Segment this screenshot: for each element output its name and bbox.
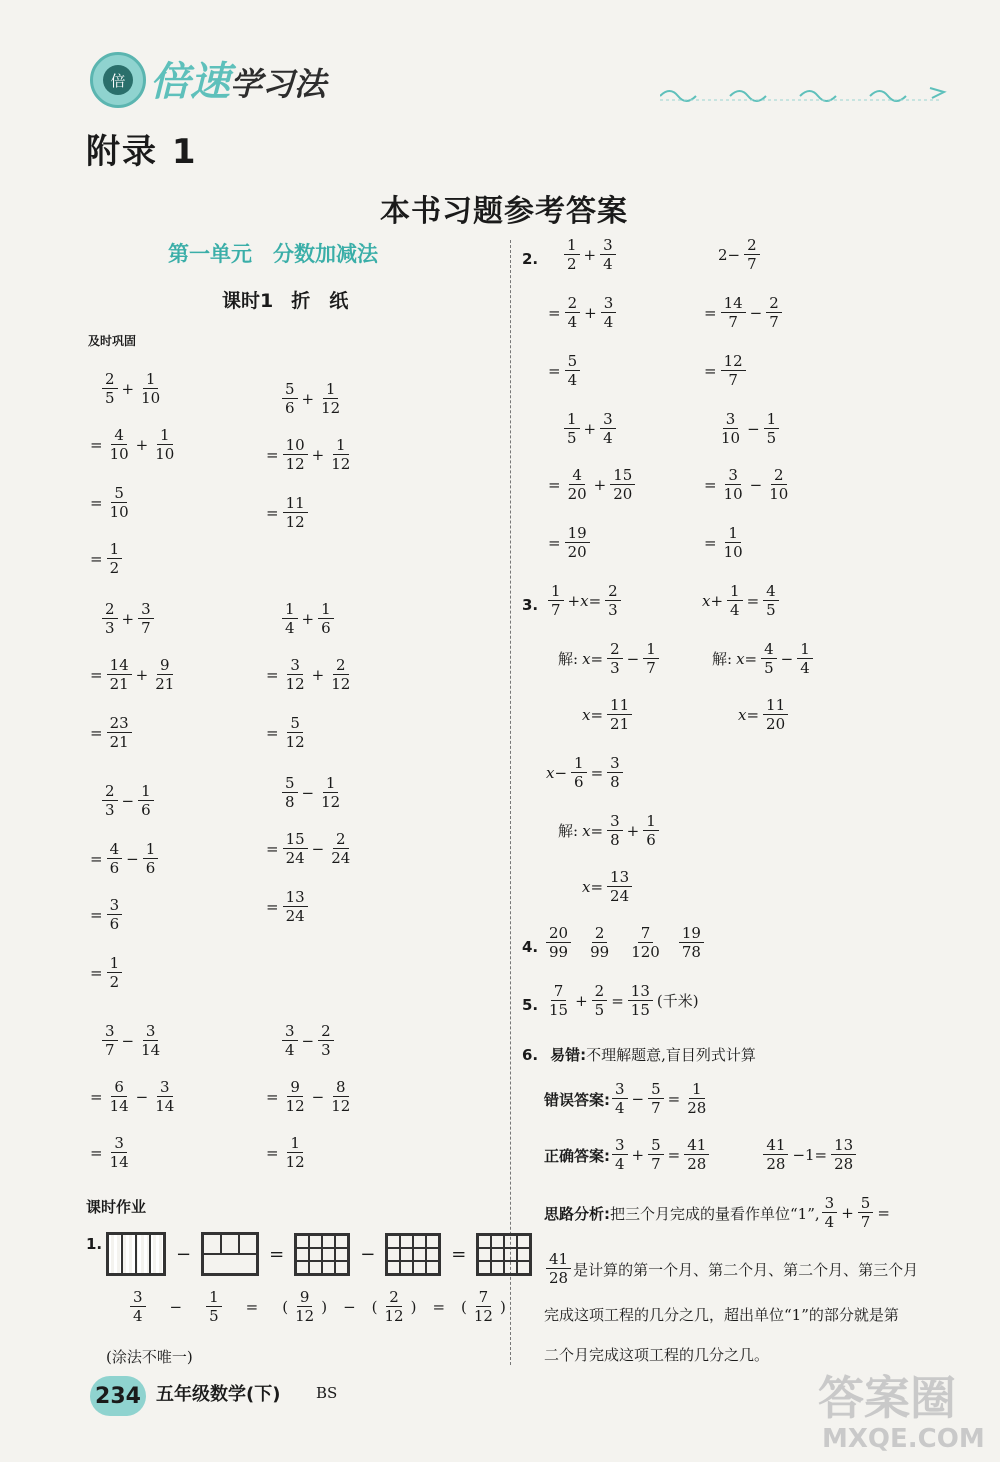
math-expression: = $\frac{5}{10}$ (90, 484, 129, 521)
logo-badge (90, 52, 146, 108)
solve-label: 解: (712, 649, 733, 668)
math-expression: = $\frac{12}{7}$ (702, 354, 748, 388)
math-expression: = $\frac{14}{7}$ − $\frac{2}{7}$ (702, 296, 784, 330)
section-consolidate: 及时巩固 (88, 334, 137, 348)
q6-analysis-line-3: 完成这项工程的几分之几，超出单位“1”的部分就是第 (544, 1306, 899, 1324)
brand-title-accent: 倍速 (150, 59, 230, 105)
question-number: 3. (522, 596, 539, 614)
fraction-denominator: 99 (549, 943, 569, 961)
math-expression: x= $\frac{11}{21}$ (580, 698, 634, 732)
math-expression: $\frac{2}{3}$ + $\frac{3}{7}$ (100, 602, 156, 636)
math-expression: $\frac{7}{15}$ + $\frac{2}{5}$ = $\frac{13}{15}$ (千米) (549, 982, 699, 1019)
math-expression: x= $\frac{11}{20}$ (736, 698, 790, 732)
question-number: 6. (522, 1046, 539, 1064)
fraction-numerator: 3 (130, 1290, 146, 1307)
math-expression: = $\frac{1}{2}$ (88, 542, 124, 576)
math-expression: = $\frac{1}{12}$ (266, 1134, 305, 1171)
math-expression: = $\frac{9}{12}$ − $\frac{8}{12}$ (266, 1078, 351, 1115)
math-expression: x+ $\frac{1}{4}$ = $\frac{4}{5}$ (700, 584, 781, 618)
math-expression: $\frac{5}{8}$ − $\frac{1}{12}$ (280, 776, 345, 810)
question-number: 2. (522, 250, 539, 268)
lesson-topic: 折 纸 (291, 290, 349, 312)
math-expression: = $\frac{23}{21}$ (88, 716, 134, 750)
math-expression: x− $\frac{1}{6}$ = $\frac{3}{8}$ (544, 756, 625, 790)
watermark-logo: 答案圈 (818, 1371, 956, 1425)
grid-shape (385, 1233, 441, 1276)
appendix-heading: 附录 1 (86, 132, 198, 172)
math-expression: = $\frac{1}{10}$ (704, 524, 743, 561)
fraction-numerator: 2 (592, 926, 608, 943)
q6-analysis-line-4: 二个月完成这项工程的几分之几。 (544, 1346, 770, 1364)
fraction-numerator: 2 (386, 1290, 402, 1307)
q6-correct-label: 正确答案: (544, 1146, 610, 1165)
lesson-heading (222, 286, 348, 313)
math-expression: $\frac{1}{4}$ + $\frac{1}{6}$ (280, 602, 336, 636)
fraction-denominator: 78 (681, 943, 701, 961)
fraction-denominator: 5 (209, 1307, 219, 1325)
brand-title-main: 学习法 (230, 65, 327, 103)
q6-easy-wrong (522, 1044, 756, 1065)
math-expression: $\frac{5}{6}$ + $\frac{1}{12}$ (280, 382, 345, 416)
math-expression: = $\frac{3}{12}$ + $\frac{2}{12}$ (266, 656, 351, 693)
math-expression: $\frac{3}{7}$ − $\frac{3}{14}$ (100, 1024, 165, 1058)
math-expression: = $\frac{6}{14}$ − $\frac{3}{14}$ (90, 1078, 175, 1115)
math-expression: = $\frac{4}{10}$ + $\frac{1}{10}$ (90, 426, 175, 463)
math-expression: = $\frac{2}{4}$ + $\frac{3}{4}$ (546, 296, 618, 330)
math-expression: $\frac{2}{5}$ + $\frac{1}{10}$ (100, 372, 165, 406)
math-expression: = $\frac{3}{10}$ − $\frac{2}{10}$ (704, 466, 789, 503)
question-number: 1. (86, 1235, 103, 1253)
q6-analysis-label: 思路分析: (544, 1204, 610, 1223)
math-expression: = $\frac{15}{24}$ − $\frac{2}{24}$ (266, 830, 351, 867)
fraction-numerator: 7 (638, 926, 654, 943)
math-expression: = $\frac{19}{20}$ (546, 526, 592, 560)
q6-analysis: 思路分析: 把三个月完成的量看作单位“1”, $\frac{3}{4}$ + $\frac{5}{7}$ = (544, 1194, 890, 1231)
fraction-denominator: 120 (631, 943, 660, 961)
math-expression: 解: x= $\frac{2}{3}$ − $\frac{1}{7}$ (556, 642, 661, 676)
column-divider (510, 240, 511, 1365)
homework-note: (涂法不唯一) (106, 1348, 193, 1366)
math-expression: $\frac{3}{4}$ − $\frac{2}{3}$ (280, 1024, 336, 1058)
solve-label: 解: (558, 821, 579, 840)
grid-shape (201, 1232, 259, 1276)
unit-heading: 第一单元 分数加减法 (168, 242, 378, 266)
math-expression: x= $\frac{13}{24}$ (580, 870, 634, 904)
fraction-denominator: 12 (384, 1307, 404, 1325)
q4-answers (544, 926, 706, 960)
q6-wrong-label: 错误答案: (544, 1090, 610, 1109)
fraction-numerator: 7 (476, 1290, 492, 1307)
q6-analysis-line-1: 把三个月完成的量看作单位“1”, (610, 1204, 820, 1223)
math-expression: = $\frac{14}{21}$ + $\frac{9}{21}$ (90, 656, 175, 693)
fraction-numerator: 19 (679, 926, 704, 943)
q6-correct-answer: 正确答案: $\frac{3}{4}$ + $\frac{5}{7}$ = $\frac{41}{28}$ $\frac{41}{28}$ −1= $\frac{13}{28}$ (544, 1138, 858, 1172)
watermark-url: MXQE.COM (822, 1424, 985, 1454)
decorative-swirl-icon (660, 78, 950, 106)
math-expression: = $\frac{11}{12}$ (264, 496, 310, 530)
page-number: 234 (90, 1376, 146, 1416)
math-expression: = $\frac{1}{2}$ (88, 956, 124, 990)
math-expression: = $\frac{5}{4}$ (546, 354, 582, 388)
fraction-denominator: 4 (133, 1307, 143, 1325)
question-number: 4. (522, 938, 539, 956)
book-title: 五年级数学(下) (156, 1384, 281, 1405)
edition-label: BS (316, 1384, 338, 1402)
fraction-numerator: 1 (206, 1290, 222, 1307)
q6-analysis-line-2: 是计算的第一个月、第二个月、第二个月、第三个月 (573, 1260, 919, 1279)
math-expression: $\frac{1}{7}$ +x= $\frac{2}{3}$ (546, 584, 623, 618)
q6-easy-wrong-label: 易错: (550, 1046, 587, 1064)
unit-label: (千米) (656, 991, 699, 1010)
math-expression: 2− $\frac{2}{7}$ (716, 238, 762, 272)
math-expression: = $\frac{4}{20}$ + $\frac{15}{20}$ (546, 468, 637, 502)
math-expression: = $\frac{10}{12}$ + $\frac{1}{12}$ (266, 436, 351, 473)
grid-shape (476, 1233, 532, 1276)
fraction-numerator: 9 (297, 1290, 313, 1307)
fraction-denominator: 99 (590, 943, 610, 961)
math-expression: $\frac{3}{10}$ − $\frac{1}{5}$ (716, 412, 781, 446)
brand-title (150, 50, 326, 107)
logo-icon: 倍 (103, 65, 133, 95)
math-expression: = $\frac{3}{6}$ (88, 898, 124, 932)
math-expression: $\frac{1}{2}$ + $\frac{3}{4}$ (562, 238, 618, 272)
question-number: 5. (522, 996, 539, 1014)
fraction-denominator: 12 (295, 1307, 315, 1325)
math-expression: $\frac{2}{3}$ − $\frac{1}{6}$ (100, 784, 156, 818)
grid-shape (106, 1232, 166, 1276)
q6-easy-wrong-text: 不理解题意,盲目列式计算 (586, 1046, 756, 1064)
fraction-numerator: 20 (546, 926, 571, 943)
grid-shape (294, 1233, 350, 1276)
section-homework: 课时作业 (86, 1198, 147, 1216)
math-expression: = $\frac{3}{14}$ (90, 1134, 129, 1171)
q6-wrong-answer: 错误答案: $\frac{3}{4}$ − $\frac{5}{7}$ = $\frac{1}{28}$ (544, 1080, 707, 1117)
math-expression: 解: x= $\frac{3}{8}$ + $\frac{1}{6}$ (556, 814, 661, 848)
solve-label: 解: (558, 649, 579, 668)
homework-q1-fractions: $\frac{3}{4}$ − $\frac{1}{5}$ = ( $\frac{9}{12}$ ) − ( $\frac{2}{12}$ ) = ( $\frac{7}{12}$ ) (128, 1290, 508, 1324)
math-expression: = $\frac{4}{6}$ − $\frac{1}{6}$ (88, 842, 160, 876)
math-expression: $\frac{1}{5}$ + $\frac{3}{4}$ (562, 412, 618, 446)
grid-diagram: − = − = (106, 1232, 532, 1276)
page-title: 本书习题参考答案 (380, 194, 628, 229)
math-expression: = $\frac{13}{24}$ (264, 890, 310, 924)
q6-analysis-continued: $\frac{41}{28}$ 是计算的第一个月、第二个月、第二个月、第三个月 (544, 1252, 918, 1286)
fraction-denominator: 12 (473, 1307, 493, 1325)
math-expression: 解: x= $\frac{4}{5}$ − $\frac{1}{4}$ (710, 642, 815, 676)
math-expression: = $\frac{5}{12}$ (266, 714, 305, 751)
lesson-name: 课时1 (222, 290, 274, 312)
